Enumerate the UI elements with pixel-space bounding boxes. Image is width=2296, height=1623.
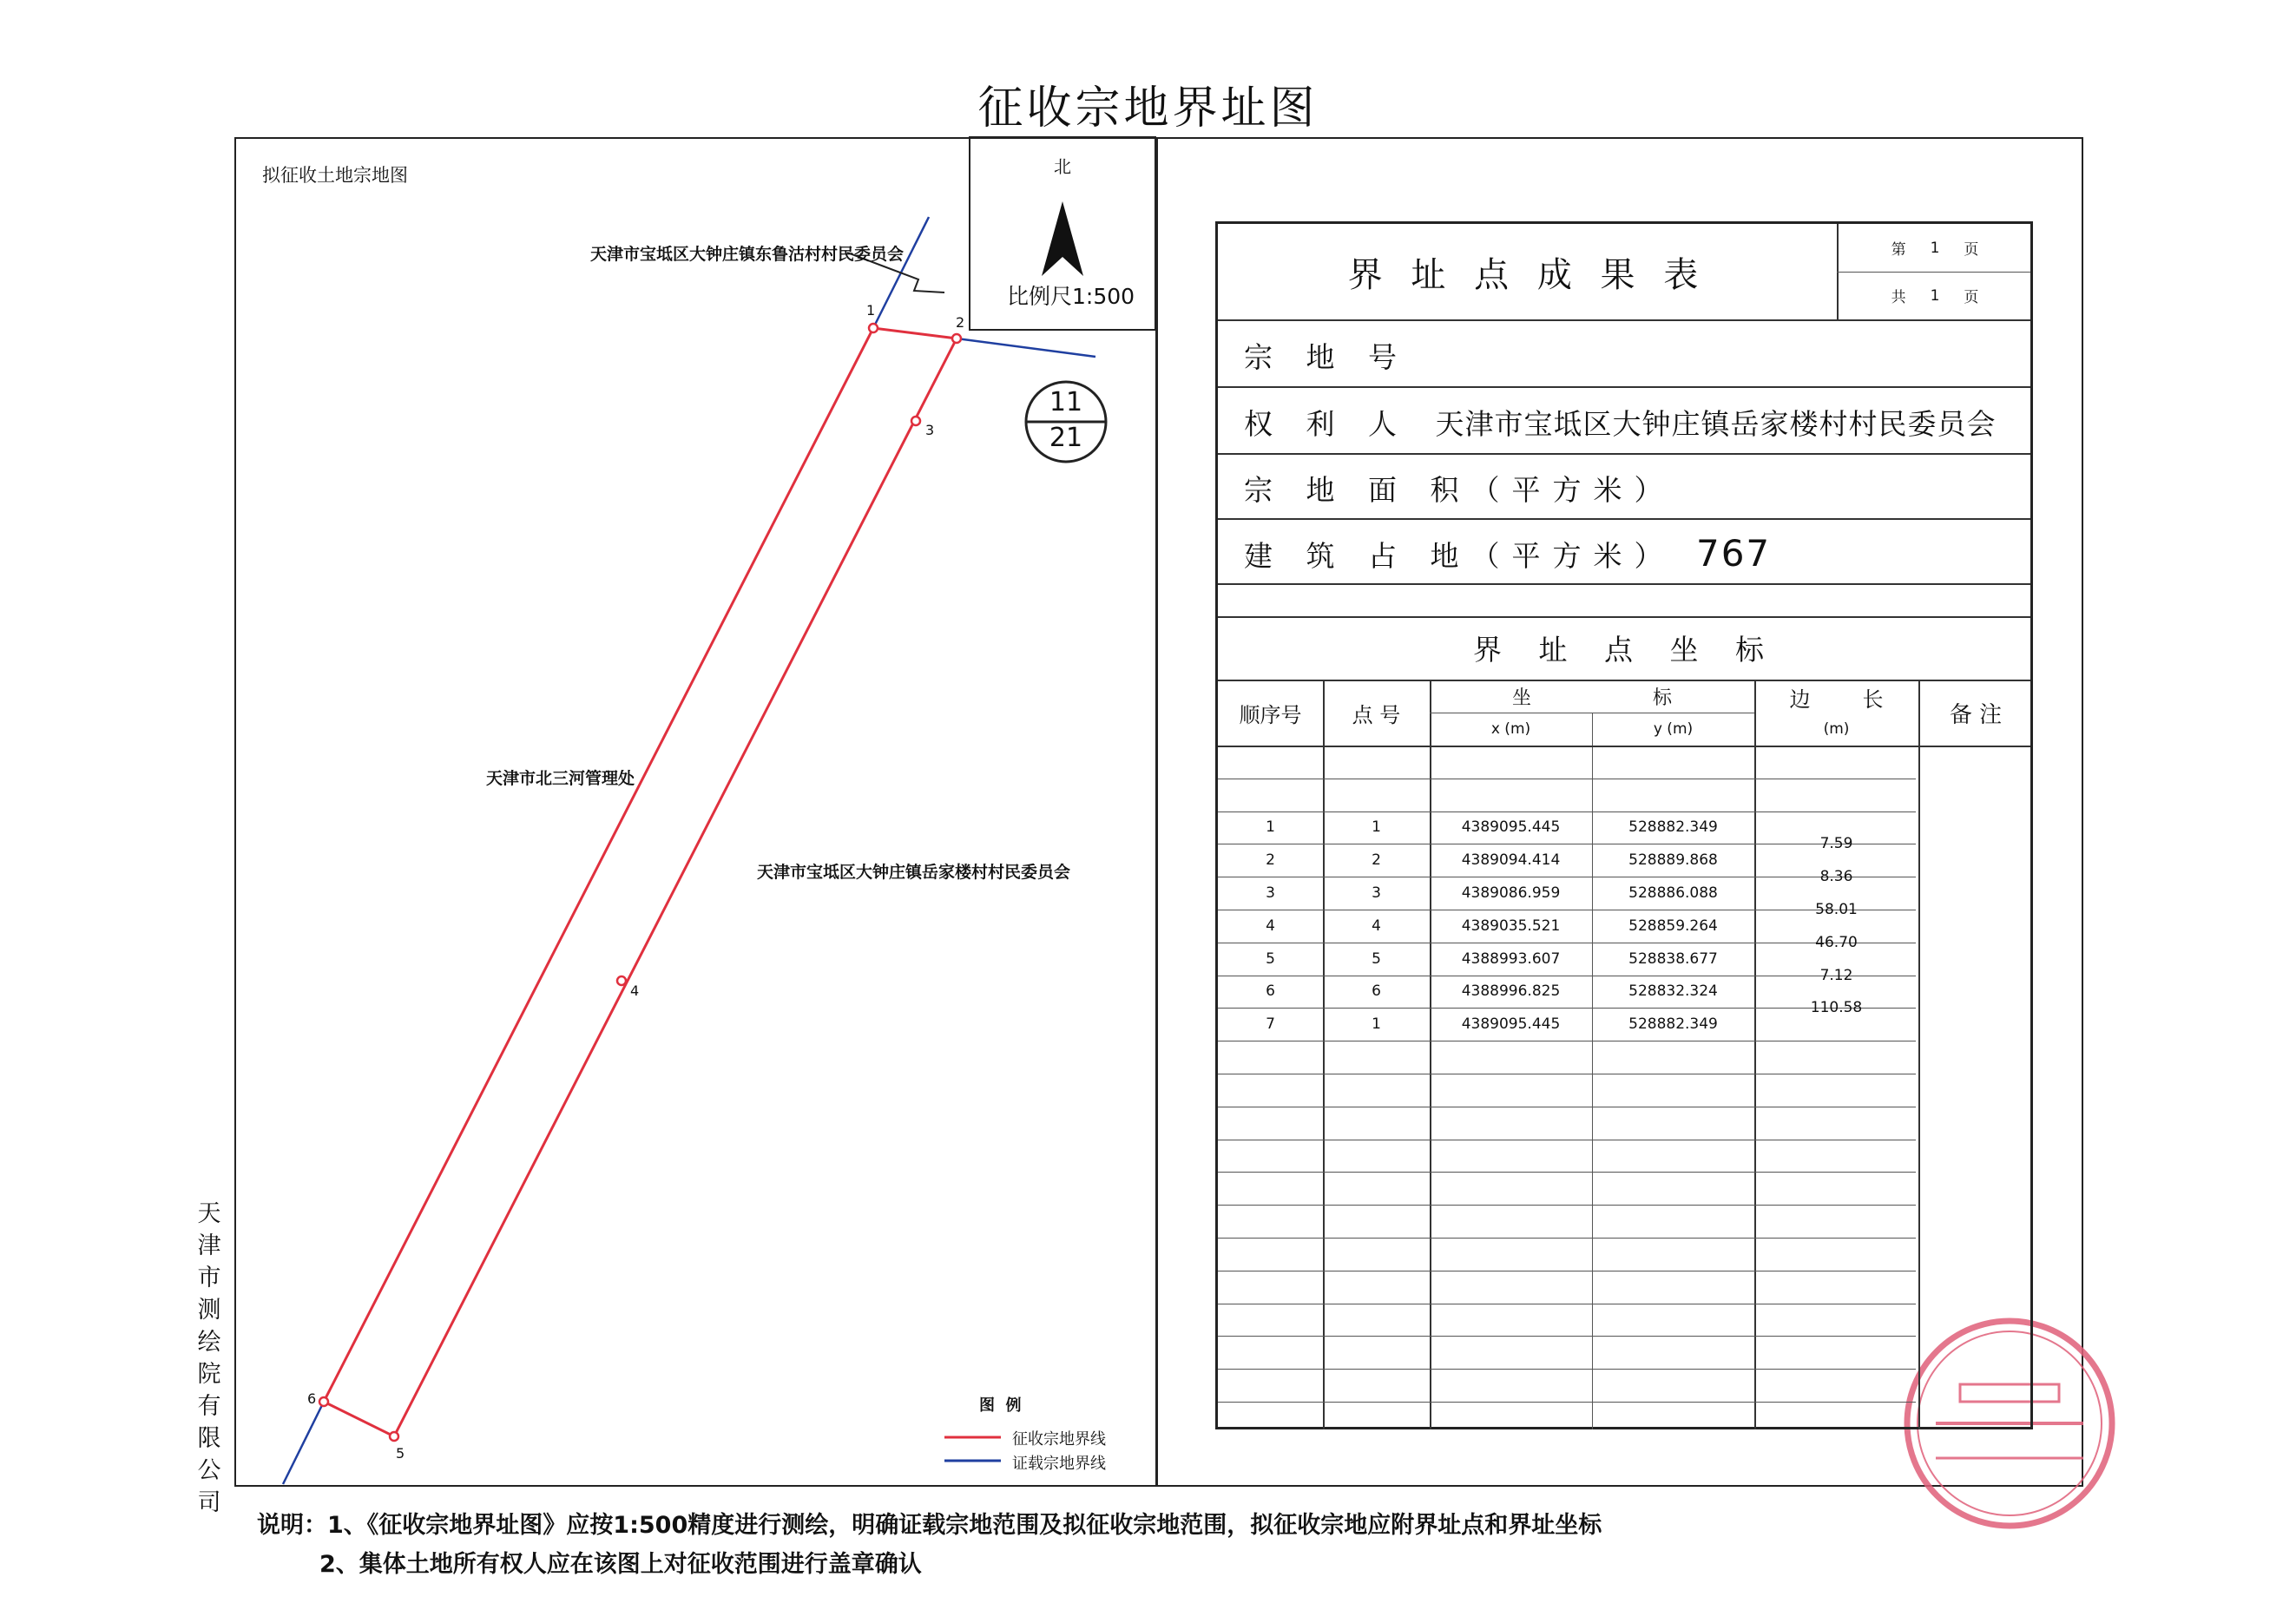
row-rule [1218, 1336, 1916, 1337]
cell-y: 528832.324 [1628, 982, 1718, 1001]
col-header-remark: 备 注 [1949, 701, 2003, 728]
cell-point: 5 [1372, 949, 1381, 968]
col-header-point: 点 号 [1352, 702, 1401, 727]
boundary-point-6 [319, 1397, 328, 1406]
cell-seq: 4 [1266, 917, 1275, 935]
neighbor-label-west: 天津市北三河管理处 [486, 769, 635, 788]
surveyor-name-vertical: 天津市测绘院有限公司 [197, 1200, 221, 1516]
col-header-seq: 顺序号 [1239, 702, 1302, 727]
cell-point: 3 [1372, 884, 1381, 903]
cell-side-length: 110.58 [1810, 999, 1863, 1017]
col-header-side-unit: (m) [1823, 720, 1850, 738]
area-label: 宗 地 面 积（平方米） [1244, 473, 1675, 507]
cell-seq: 5 [1266, 949, 1275, 968]
point-label-1: 1 [866, 302, 876, 319]
cell-point: 2 [1372, 851, 1381, 870]
point-label-5: 5 [396, 1445, 405, 1462]
result-table [1215, 221, 2033, 1429]
cell-x: 4389035.521 [1461, 917, 1561, 935]
owner-label: 权 利 人 [1244, 407, 1409, 441]
legend-title: 图 例 [979, 1396, 1022, 1415]
cell-seq: 7 [1266, 1015, 1275, 1034]
cell-x: 4388993.607 [1461, 949, 1561, 968]
col-header-y: y (m) [1653, 720, 1694, 738]
row-rule [1218, 1205, 1916, 1206]
total-unit: 页 [1964, 289, 1979, 306]
page-indicator [1837, 224, 2033, 272]
cell-point: 4 [1372, 917, 1381, 935]
boundary-point-2 [952, 334, 961, 343]
row-rule [1218, 1402, 1916, 1403]
cell-x: 4389086.959 [1461, 884, 1561, 903]
boundary-point-4 [617, 976, 626, 985]
cell-y: 528889.868 [1628, 851, 1718, 870]
total-indicator [1837, 272, 2033, 319]
row-rule [1218, 1172, 1916, 1173]
cell-x: 4389095.445 [1461, 1015, 1561, 1034]
cell-x: 4389095.445 [1461, 818, 1561, 837]
cell-y: 528882.349 [1628, 1015, 1718, 1034]
col-header-coord [1430, 680, 1754, 713]
coords-title: 界 址 点 坐 标 [1473, 633, 1778, 667]
building-value: 767 [1695, 532, 1772, 575]
cell-side-length: 7.12 [1819, 966, 1853, 984]
total-value: 1 [1930, 286, 1940, 305]
total-label: 共 [1891, 289, 1906, 306]
neighbor-label-east: 天津市宝坻区大钟庄镇岳家楼村村民委员会 [757, 863, 1071, 882]
north-arrow-icon [1042, 201, 1083, 276]
col-header-side [1754, 680, 1918, 714]
cell-point: 6 [1372, 982, 1381, 1001]
scale-label: 比例尺1:500 [1007, 284, 1135, 309]
document-title: 征收宗地界址图 [977, 82, 1319, 135]
note-line-2: 2、集体土地所有权人应在该图上对征收范围进行盖章确认 [319, 1551, 922, 1578]
note-line-1: 说明：1、《征收宗地界址图》应按1:500精度进行测绘，明确证载宗地范围及拟征收宗地范围，拟征收宗地应附界址点和界址坐标 [257, 1512, 1602, 1539]
parcel-no-label: 宗 地 号 [1244, 340, 1409, 374]
col-header-side-b: 长 [1862, 687, 1884, 712]
cell-x: 4389094.414 [1461, 851, 1561, 870]
col-header-coord-a: 坐 [1511, 687, 1531, 709]
cell-y: 528886.088 [1628, 884, 1718, 903]
table-title: 界 址 点 成 果 表 [1347, 254, 1707, 295]
col-header-side-a: 边 [1789, 687, 1811, 712]
row-rule [1218, 1238, 1916, 1239]
boundary-point-5 [390, 1432, 398, 1441]
cell-y: 528859.264 [1628, 917, 1718, 935]
cell-x: 4388996.825 [1461, 982, 1561, 1001]
cell-seq: 2 [1266, 851, 1275, 870]
col-header-coord-b: 标 [1653, 687, 1673, 709]
owner-value: 天津市宝坻区大钟庄镇岳家楼村村民委员会 [1435, 407, 1997, 441]
page-unit: 页 [1964, 241, 1979, 259]
cell-seq: 3 [1266, 884, 1275, 903]
legend-label-acquisition: 征收宗地界线 [1012, 1430, 1106, 1449]
page-value: 1 [1930, 239, 1940, 257]
neighbor-label-north: 天津市宝坻区大钟庄镇东鲁沽村村民委员会 [590, 245, 905, 264]
building-label: 建 筑 占 地（平方米） [1244, 539, 1675, 573]
legend-label-certified: 证载宗地界线 [1012, 1455, 1106, 1473]
cell-side-length: 58.01 [1815, 900, 1858, 918]
point-label-4: 4 [630, 982, 640, 999]
row-rule [1218, 1369, 1916, 1370]
cell-seq: 1 [1266, 818, 1275, 837]
cell-side-length: 7.59 [1819, 835, 1853, 853]
col-header-x: x (m) [1490, 720, 1531, 738]
sheet-number-top: 11 [1049, 387, 1083, 417]
cell-y: 528882.349 [1628, 818, 1718, 837]
point-label-2: 2 [956, 314, 965, 331]
boundary-point-1 [869, 324, 878, 332]
cell-point: 1 [1372, 818, 1381, 837]
sheet-number-bottom: 21 [1049, 423, 1083, 453]
cell-side-length: 46.70 [1815, 933, 1858, 951]
north-label: 北 [1054, 156, 1071, 177]
page-label: 第 [1891, 241, 1906, 259]
certified-line-right [957, 338, 1095, 357]
certified-line-lower [283, 1402, 324, 1484]
building-row [1244, 532, 1771, 575]
cell-y: 528838.677 [1628, 949, 1718, 968]
point-label-6: 6 [307, 1390, 317, 1407]
boundary-point-3 [911, 417, 920, 425]
point-label-3: 3 [925, 422, 935, 438]
cell-point: 1 [1372, 1015, 1381, 1034]
cell-side-length: 8.36 [1819, 868, 1853, 886]
map-heading: 拟征收土地宗地图 [262, 165, 408, 186]
cell-seq: 6 [1266, 982, 1275, 1001]
certified-boundary-lines [283, 217, 1095, 1484]
owner-row [1244, 402, 1996, 443]
